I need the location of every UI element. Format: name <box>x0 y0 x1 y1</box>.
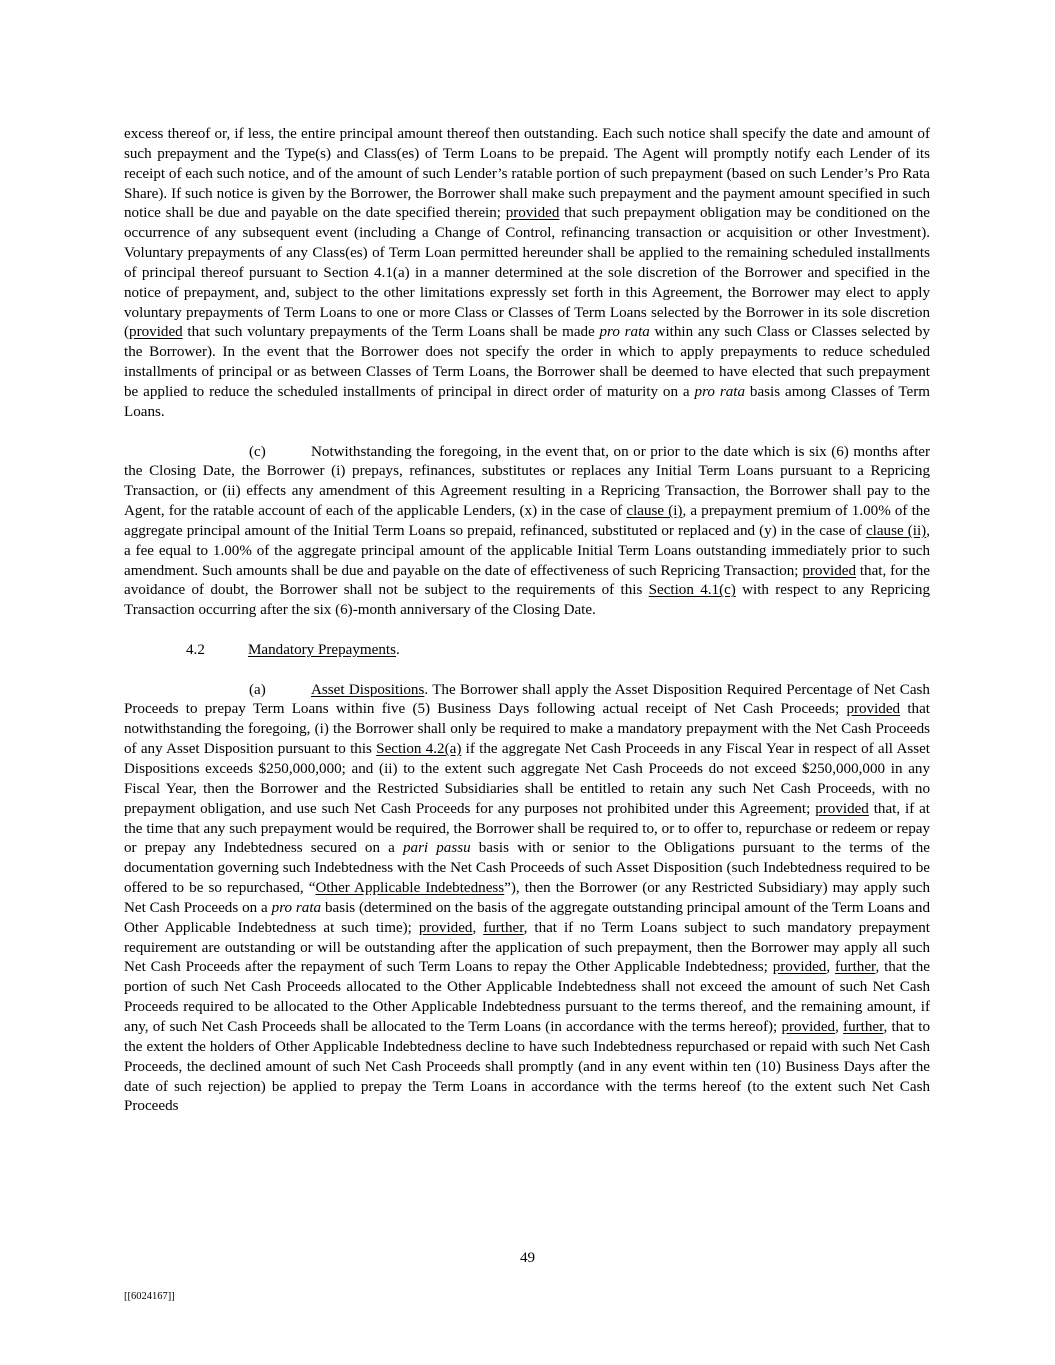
text-run: , a prepayment premium of 1.00% of the aggregate principal amount of the Initial Term Loans so prepaid, refinanced, substituted or replaced and (y) in the case of <box>124 503 931 539</box>
paragraph-gap <box>124 621 930 641</box>
text-run: that such voluntary prepayments of the Term Loans shall be made <box>182 324 600 341</box>
document-id: [[6024167]] <box>124 1291 175 1302</box>
paragraph-c <box>124 443 930 622</box>
text-run: , that to the extent the holders of Other Applicable Indebtedness decline to have such Indebtedness repurchased or repaid with such Net Cash Proceeds, the declined amount of such Net Cash Proceeds shall promptly (and in any event within ten (10) Business Days after the date of such rejection) be applied to prepay the Term Loans in accordance with the terms hereof (to the extent such Net Cash Proceeds <box>124 1018 931 1115</box>
text-run: that such prepayment obligation may be conditioned on the occurrence of any subsequent event (including a Change of Control, refinancing transaction or acquisition or other Investment). Voluntary prepayments of any Class(es) of Term Loan permitted hereunder shall be applied to the remaining scheduled installments of principal thereof pursuant to Section 4.1(a) in a manner determined at the sole discretion of the Borrower and specified in the notice of prepayment, and, subject to the other limitations expressly set forth in this Agreement, the Borrower may elect to apply voluntary prepayments of Term Loans to one or more Class or Classes of Term Loans selected by the Borrower in its sole discretion ( <box>124 205 930 341</box>
latin-term-pari-passu: pari passu <box>402 840 471 857</box>
latin-term-pro-rata: pro rata <box>271 899 322 916</box>
text-run: excess thereof or, if less, the entire principal amount thereof then outstanding. Each such notice shall specify the date and amount of such prepayment and the Type(s) and Class(es) of Term Loans to be prepaid. The Agent will promptly notify each Lender of its receipt of each such notice, and of the amount of such Lender’s ratable portion of such prepayment (based on such Lender’s Pro Rata Share). If such notice is given by the Borrower, the Borrower shall make such prepayment and the payment amount specified in such notice shall be due and payable on the date specified therein; <box>124 126 930 222</box>
text-run: , <box>835 1018 844 1035</box>
paragraph-gap <box>124 423 930 443</box>
paragraph-heading: Asset Dispositions <box>311 681 425 698</box>
section-title <box>248 641 400 661</box>
defined-term-provided: provided <box>846 701 901 718</box>
defined-term-further: further <box>483 919 524 936</box>
paragraph-a <box>124 681 930 1118</box>
text-run: , <box>826 959 835 976</box>
paragraph-label: (c) <box>249 443 266 460</box>
defined-term-provided: provided <box>772 959 827 976</box>
section-title-text: Mandatory Prepayments <box>248 641 396 658</box>
paragraph-gap <box>124 661 930 681</box>
paragraph-label: (a) <box>249 681 266 698</box>
defined-term-other-applicable-indebtedness: Other Applicable Indebtedness <box>315 880 505 897</box>
text-run: . <box>395 641 400 658</box>
section-reference: Section 4.1(c) <box>648 582 736 599</box>
defined-term-provided: provided <box>505 205 560 222</box>
section-reference: Section 4.2(a) <box>376 741 462 758</box>
text-run: within any such Class or Classes selected by the Borrower). In the event that the Borrower does not specify the order in which to apply prepayments to reduce scheduled installments of principal or as between Classes of Term Loans, the Borrower shall be deemed to have elected that such prepayment be applied to reduce the scheduled installments of principal in direct order of maturity on a <box>124 324 931 400</box>
text-run: basis with or senior to the Obligations pursuant to the terms of the documentation governing such Indebtedness with the Net Cash Proceeds of such Asset Disposition (such Indebtedness required to be offered to be so repurchased, “ <box>124 840 931 897</box>
page-number: 49 <box>519 1250 536 1266</box>
latin-term-pro-rata: pro rata <box>694 383 745 400</box>
clause-reference: clause (i) <box>626 503 683 520</box>
text-run: , that if no Term Loans subject to such mandatory prepayment requirement are outstanding or will be outstanding after the application of such prepayment, then the Borrower may apply all such Net Cash Proceeds after the repayment of such Term Loans to repay the Other Applicable Indebtedness; <box>124 919 930 976</box>
defined-term-further: further <box>843 1018 884 1035</box>
defined-term-provided: provided <box>418 919 473 936</box>
defined-term-provided: provided <box>129 324 183 341</box>
section-number: 4.2 <box>186 641 205 658</box>
clause-reference: clause (ii) <box>865 522 927 539</box>
text-run: , a fee equal to 1.00% of the aggregate principal amount of the applicable Initial Term Loans outstanding immediately prior to such amendment. Such amounts shall be due and payable on the date of effectiveness of such Repricing Transaction; <box>124 522 930 579</box>
text-run: , <box>472 919 484 936</box>
defined-term-further: further <box>834 959 876 976</box>
text-run: if the aggregate Net Cash Proceeds in any Fiscal Year in respect of all Asset Dispositions exceeds $250,000,000; and (ii) to the extent such aggregate Net Cash Proceeds do not exceed $250,000,000 in any Fiscal Year, then the Borrower and the Restricted Subsidiaries shall be entitled to retain any such Net Cash Proceeds, with no prepayment obligation, and use such Net Cash Proceeds for any purposes not prohibited under this Agreement; <box>124 741 930 817</box>
defined-term-provided: provided <box>781 1018 836 1035</box>
text-run: with respect to any Repricing Transaction occurring after the six (6)-month anniversary of the Closing Date. <box>124 582 930 619</box>
text-run: , that the portion of such Net Cash Proceeds allocated to the Other Applicable Indebtedness shall not exceed the amount of such Net Cash Proceeds required to be allocated to the Other Applicable Indebtedness pursuant to the terms thereof, and the remaining amount, if any, of such Net Cash Proceeds shall be allocated to the Term Loans (in accordance with the terms hereof); <box>124 959 930 1035</box>
text-run: basis among Classes of Term Loans. <box>124 383 931 420</box>
defined-term-provided: provided <box>815 800 869 817</box>
text-run: that, if at the time that any such prepayment would be required, the Borrower shall be required to, or to offer to, repurchase or redeem or repay or prepay any Indebtedness secured on a <box>124 800 930 857</box>
text-run: that, for the avoidance of doubt, the Borrower shall not be subject to the requirements of this <box>124 562 930 599</box>
text-run: that notwithstanding the foregoing, (i) the Borrower shall only be required to make a mandatory prepayment with the Net Cash Proceeds of any Asset Disposition pursuant to this <box>124 701 930 758</box>
text-run: . The Borrower shall apply the Asset Disposition Required Percentage of Net Cash Proceeds to prepay Term Loans within five (5) Business Days following actual receipt of Net Cash Proceeds; <box>124 681 930 718</box>
latin-term-pro-rata: pro rata <box>599 324 650 341</box>
paragraph-b-continued <box>124 125 930 423</box>
section-heading-4-2 <box>124 641 930 661</box>
text-run: Notwithstanding the foregoing, in the event that, on or prior to the date which is six (6) months after the Closing Date, the Borrower (i) prepays, refinances, substitutes or replaces any Initial Term Loans pursuant to a Repricing Transaction, or (ii) effects any amendment of this Agreement resulting in a Repricing Transaction, the Borrower shall pay to the Agent, for the ratable account of each of the applicable Lenders, (x) in the case of <box>124 443 930 520</box>
text-run: basis (determined on the basis of the aggregate outstanding principal amount of the Term Loans and Other Applicable Indebtedness at such time); <box>124 899 930 936</box>
document-body <box>124 125 930 1117</box>
text-run: ”), then the Borrower (or any Restricted Subsidiary) may apply such Net Cash Proceeds on a <box>124 880 930 916</box>
defined-term-provided: provided <box>802 562 856 579</box>
